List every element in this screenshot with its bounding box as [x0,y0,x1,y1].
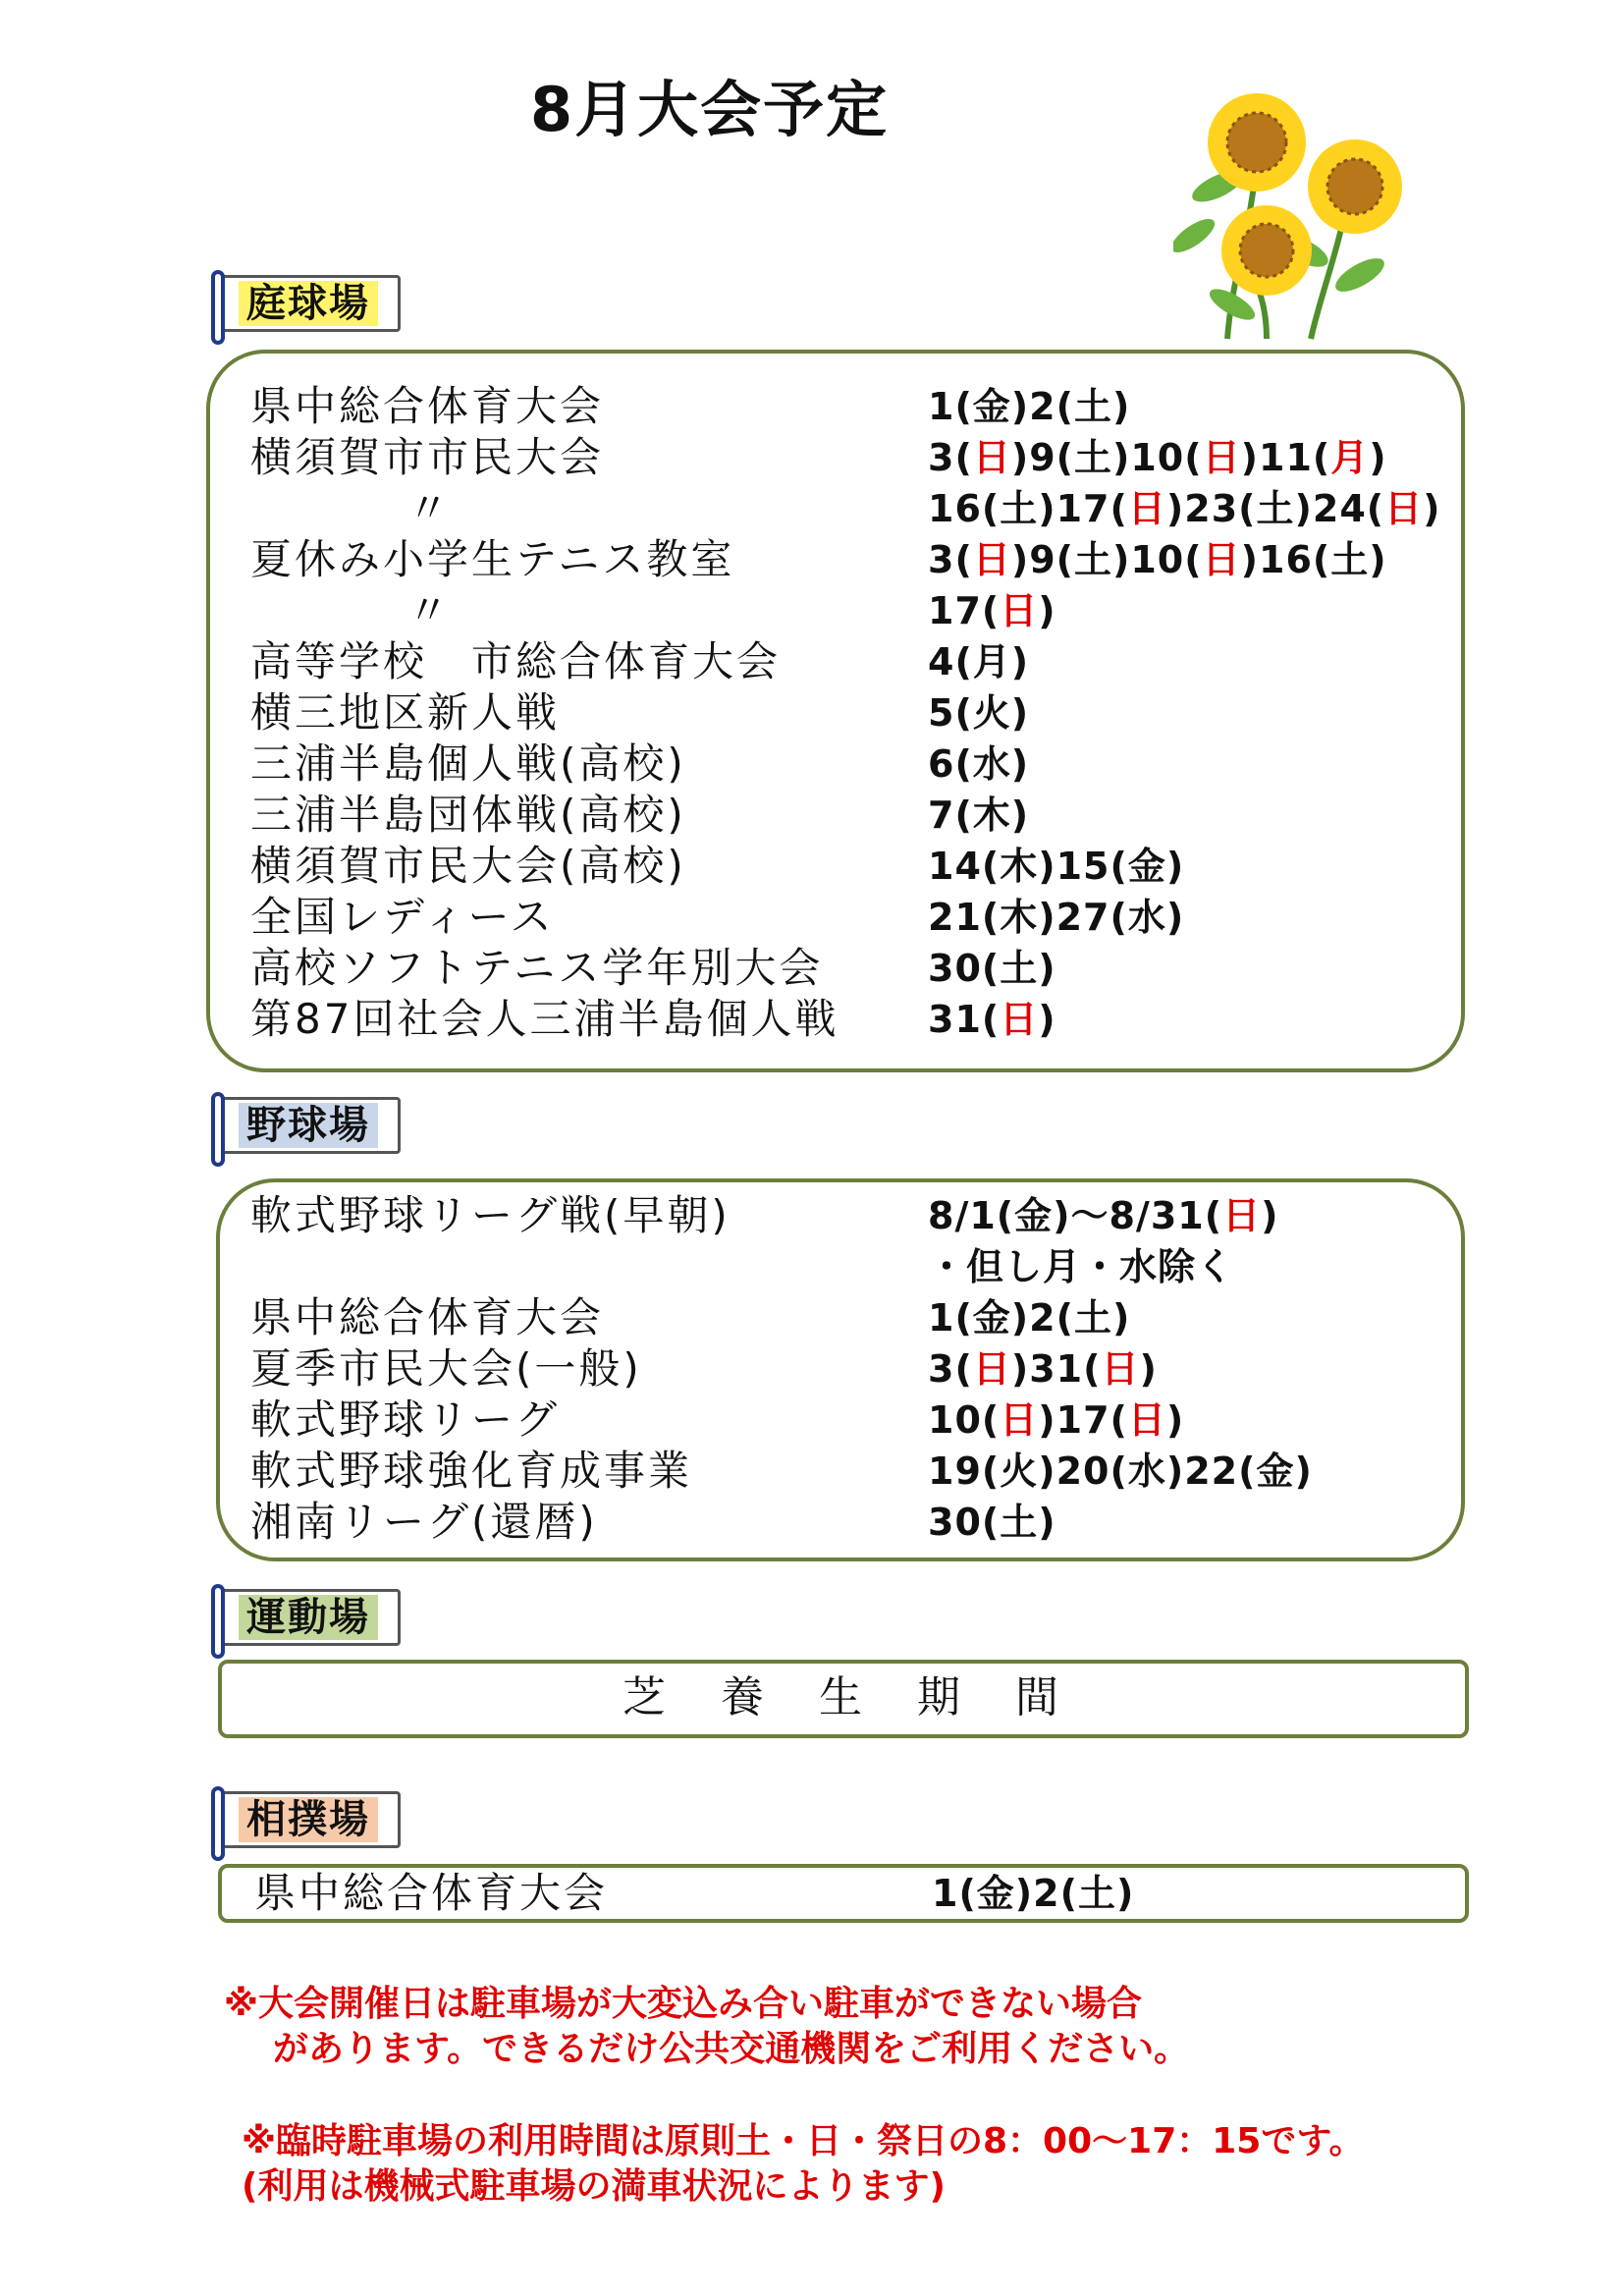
date-text: 8/1(金)～8/31( [928,1194,1223,1237]
date-text: 3( [928,436,973,479]
date-text: 3( [928,538,973,581]
sunday-holiday-mark: 日 [1384,487,1424,530]
parking-notice-1-line1: ※大会開催日は駐車場が大変込み合い駐車ができない場合 [224,1984,1142,2024]
date-text: 21(木)27(水) [928,896,1185,939]
event-date [928,1190,1278,1241]
date-text: ) [1038,589,1056,632]
date-text: ) [1369,436,1387,479]
event-name: 第87回社会人三浦半島個人戦 [250,995,839,1043]
event-name: 横須賀市市民大会 [250,433,605,481]
date-text: )16(土) [1240,538,1387,581]
event-date [928,841,1184,892]
date-text: 7(木) [928,793,1030,837]
event-date [928,1292,1130,1343]
date-text: ) [1261,1194,1279,1237]
parking-notice-1-line2: があります。できるだけ公共交通機関をご利用ください。 [273,2029,1190,2069]
date-text: )31( [1010,1347,1102,1391]
event-name: 全国レディース [250,893,555,941]
event-name: 〃 [407,586,453,634]
date-text: 1(金)2(土) [928,1296,1131,1339]
date-text: 16(土)17( [928,487,1128,530]
event-name: 高校ソフトテニス学年別大会 [250,944,824,992]
event-date [928,483,1441,534]
event-name: 軟式野球強化育成事業 [250,1447,693,1495]
event-name: 夏季市民大会(一般) [250,1344,642,1393]
parking-notice-1 [224,1982,1189,2072]
date-text: 30(土) [928,947,1056,990]
sunday-holiday-mark: 日 [1000,1398,1039,1442]
event-name: 〃 [407,484,453,532]
event-date [928,738,1029,790]
event-name: 三浦半島団体戦(高校) [250,791,686,839]
scroll-icon [211,1786,225,1861]
event-name: 横三地区新人戦 [250,688,561,737]
event-name: 県中総合体育大会 [250,1293,605,1341]
event-date [928,790,1029,841]
event-name: 夏休み小学生テニス教室 [250,535,735,583]
sunday-holiday-mark: 日 [1202,538,1241,581]
date-text: 4(月) [928,640,1030,683]
sumo-box [218,1864,1469,1923]
event-date [928,687,1029,738]
event-date [928,432,1387,483]
sunday-holiday-mark: 日 [1202,436,1241,479]
event-date [928,534,1387,585]
event-name: 県中総合体育大会 [250,382,605,430]
event-date [928,1394,1184,1446]
date-text: 1(金)2(土) [928,385,1131,428]
date-text: ) [1139,1347,1158,1391]
date-text: ) [1038,998,1056,1041]
event-date [928,1497,1056,1548]
sunday-holiday-mark: 日 [1222,1194,1262,1237]
date-text: 5(火) [928,691,1030,735]
sumo-row [254,1868,1433,1919]
event-date: 1(金)2(土) [932,1872,1135,1915]
date-text: 3( [928,1347,973,1391]
date-text: )9(土)10( [1010,436,1203,479]
page-title: 8月大会予定 [530,74,890,145]
date-text: 14(木)15(金) [928,845,1185,888]
parking-notice-2-line2: (利用は機械式駐車場の満車状況によります) [242,2166,946,2207]
event-date [928,585,1056,636]
sunday-holiday-mark: 日 [972,436,1011,479]
parking-notice-2 [242,2119,1364,2210]
date-text: )17( [1038,1398,1128,1442]
date-text: 10( [928,1398,1001,1442]
date-text: )11( [1240,436,1331,479]
sunday-holiday-mark: 月 [1330,436,1370,479]
date-text: ・但し月・水除く [928,1245,1235,1288]
event-name: 県中総合体育大会 [254,1869,609,1917]
ground-section-label: 運動場 [239,1595,378,1640]
sunday-holiday-mark: 日 [1101,1347,1140,1391]
ground-box [218,1660,1469,1738]
event-date [928,636,1029,687]
event-name: 軟式野球リーグ戦(早朝) [250,1191,731,1239]
sumo-section-tag [214,1791,401,1848]
date-text: ) [1423,487,1441,530]
sunday-holiday-mark: 日 [972,538,1011,581]
date-text: 6(水) [928,742,1030,786]
tennis-section-label: 庭球場 [239,281,378,326]
sunflower-illustration [1173,79,1409,344]
sunday-holiday-mark: 日 [1000,998,1039,1041]
sunday-holiday-mark: 日 [1127,487,1166,530]
event-name: 軟式野球リーグ [250,1395,561,1444]
date-text: )23(土)24( [1165,487,1385,530]
date-text: ) [1165,1398,1185,1442]
scroll-icon [211,1584,225,1659]
event-name: 湘南リーグ(還暦) [250,1498,598,1546]
tennis-section-tag [214,275,401,332]
date-text: 19(火)20(水)22(金) [928,1449,1313,1493]
scroll-icon [211,270,225,345]
event-date [928,892,1184,943]
date-text: 30(土) [928,1501,1056,1544]
date-text: 31( [928,998,1001,1041]
sunday-holiday-mark: 日 [972,1347,1011,1391]
baseball-section-label: 野球場 [239,1103,378,1148]
date-text: 17( [928,589,1001,632]
scroll-icon [211,1092,225,1167]
ground-section-tag [214,1589,401,1646]
event-name: 横須賀市民大会(高校) [250,842,686,890]
baseball-section-tag [214,1097,401,1154]
parking-notice-2-line1: ※臨時駐車場の利用時間は原則土・日・祭日の8：00～17：15です。 [242,2121,1365,2161]
event-date [928,1241,1234,1292]
date-text: )9(土)10( [1010,538,1203,581]
event-date [928,1343,1158,1394]
event-date [928,943,1056,994]
event-name: 三浦半島個人戦(高校) [250,739,686,788]
event-date [928,994,1056,1045]
event-date [928,1446,1313,1497]
ground-status-text: 芝 養 生 期 間 [623,1672,1064,1722]
sunday-holiday-mark: 日 [1000,589,1039,632]
sunday-holiday-mark: 日 [1127,1398,1166,1442]
event-name: 高等学校 市総合体育大会 [250,637,782,685]
event-date [928,381,1130,432]
sumo-section-label: 相撲場 [239,1797,378,1842]
